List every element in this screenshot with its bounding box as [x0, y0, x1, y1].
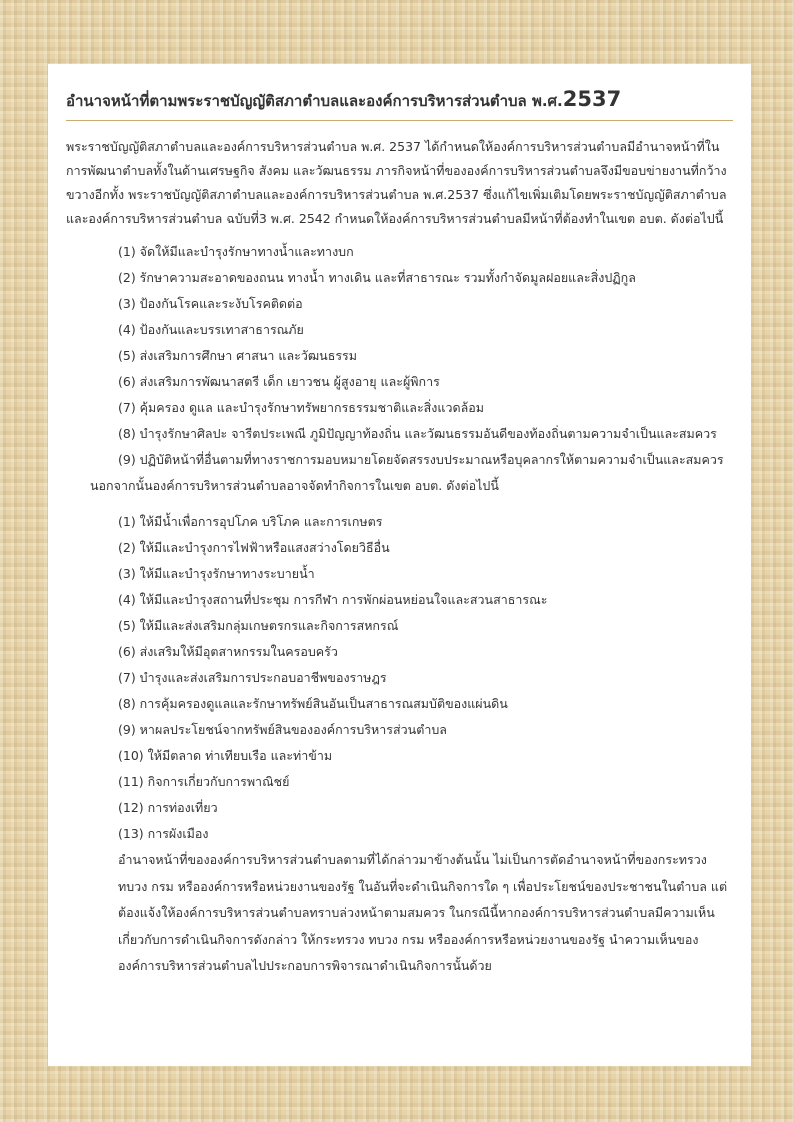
list-item: (10) ให้มีตลาด ท่าเทียบเรือ และท่าข้าม	[118, 748, 333, 763]
list-item: (4) ให้มีและบำรุงสถานที่ประชุม การกีฬา การพักผ่อนหย่อนใจและสวนสาธารณะ	[118, 592, 548, 607]
closing-paragraph: อำนาจหน้าที่ขององค์การบริหารส่วนตำบลตามที่ได้กล่าวมาข้างต้นนั้น ไม่เป็นการตัดอำนาจหน้าที่ของกระทรวง ทบวง กรม หรือองค์การหรือหน่วยงานของรัฐ ในอันที่จะดำเนินกิจการใด ๆ เพื่อประโยชน์ของประชาชนในตำบล แต่ต้องแจ้งให้องค์การบริหารส่วนตำบลทราบล่วงหน้าตามสมควร ในกรณีนี้หากองค์การบริหารส่วนตำบลมีความเห็นเกี่ยวกับการดำเนินกิจการดังกล่าว ให้กระทรวง ทบวง กรม หรือองค์การหรือหน่วยงานของรัฐ นำความเห็นขององค์การบริหารส่วนตำบลไปประกอบการพิจารณาดำเนินกิจการนั้นด้วย	[118, 852, 728, 973]
list-item: (4) ป้องกันและบรรเทาสาธารณภัย	[118, 322, 304, 337]
list-item: (13) การผังเมือง	[118, 826, 209, 841]
title-divider	[66, 120, 733, 121]
intro-paragraph: พระราชบัญญัติสภาตำบลและองค์การบริหารส่วนตำบล พ.ศ. 2537 ได้กำหนดให้องค์การบริหารส่วนตำบลมีอำนาจหน้าที่ในการพัฒนาตำบลทั้งในด้านเศรษฐกิจ สังคม และวัฒนธรรม ภารกิจหน้าที่ขององค์การบริหารส่วนตำบลจึงมีขอบข่ายงานที่กว้างขวางอีกทั้ง พระราชบัญญัติสภาตำบลและองค์การบริหารส่วนตำบล พ.ศ.2537 ซึ่งแก้ไขเพิ่มเติมโดยพระราชบัญญัติสภาตำบลและองค์การบริหารส่วนตำบล ฉบับที่3 พ.ศ. 2542 กำหนดให้องค์การบริหารส่วนตำบลมีหน้าที่ต้องทำในเขต อบต. ดังต่อไปนี้	[66, 139, 727, 226]
list-item: (5) ให้มีและส่งเสริมกลุ่มเกษตรกรและกิจการสหกรณ์	[118, 618, 399, 633]
list-item: (7) คุ้มครอง ดูแล และบำรุงรักษาทรัพยากรธรรมชาติและสิ่งแวดล้อม	[118, 400, 484, 415]
list-item: (9) ปฏิบัติหน้าที่อื่นตามที่ทางราชการมอบหมายโดยจัดสรรงบประมาณหรือบุคลากรให้ตามความจำเป็นและสมควร	[118, 452, 724, 467]
list-item: (2) รักษาความสะอาดของถนน ทางน้ำ ทางเดิน และที่สาธารณะ รวมทั้งกำจัดมูลฝอยและสิ่งปฏิกูล	[118, 270, 636, 285]
list-item: (6) ส่งเสริมให้มีอุตสาหกรรมในครอบครัว	[118, 644, 338, 659]
list-item: (9) หาผลประโยชน์จากทรัพย์สินขององค์การบริหารส่วนตำบล	[118, 722, 447, 737]
list-item: (2) ให้มีและบำรุงการไฟฟ้าหรือแสงสว่างโดยวิธีอื่น	[118, 540, 390, 555]
list-item: (1) ให้มีน้ำเพื่อการอุปโภค บริโภค และการเกษตร	[118, 514, 383, 529]
list-item: (12) การท่องเที่ยว	[118, 800, 218, 815]
optional-list	[66, 509, 733, 847]
list-item: (8) การคุ้มครองดูแลและรักษาทรัพย์สินอันเป็นสาธารณสมบัติของแผ่นดิน	[118, 696, 508, 711]
title-year: 2537	[562, 87, 622, 111]
list-item: (7) บำรุงและส่งเสริมการประกอบอาชีพของราษฎร	[118, 670, 387, 685]
optional-lead: นอกจากนั้นองค์การบริหารส่วนตำบลอาจจัดทำกิจการในเขต อบต. ดังต่อไปนี้	[90, 478, 499, 493]
list-item: (6) ส่งเสริมการพัฒนาสตรี เด็ก เยาวชน ผู้สูงอายุ และผู้พิการ	[118, 374, 440, 389]
duties-list	[66, 239, 733, 473]
page-title	[66, 86, 733, 118]
list-item: (11) กิจการเกี่ยวกับการพาณิชย์	[118, 774, 290, 789]
list-item: (8) บำรุงรักษาศิลปะ จารีตประเพณี ภูมิปัญญาท้องถิ่น และวัฒนธรรมอันดีของท้องถิ่นตามความจำเป็นและสมควร	[118, 426, 717, 441]
title-text: อำนาจหน้าที่ตามพระราชบัญญัติสภาตำบลและองค์การบริหารส่วนตำบล พ.ศ.	[66, 92, 563, 110]
list-item: (3) ให้มีและบำรุงรักษาทางระบายน้ำ	[118, 566, 315, 581]
list-item: (3) ป้องกันโรคและระงับโรคติดต่อ	[118, 296, 303, 311]
content-card	[48, 64, 751, 1066]
list-item: (1) จัดให้มีและบำรุงรักษาทางน้ำและทางบก	[118, 244, 354, 259]
list-item: (5) ส่งเสริมการศึกษา ศาสนา และวัฒนธรรม	[118, 348, 358, 363]
